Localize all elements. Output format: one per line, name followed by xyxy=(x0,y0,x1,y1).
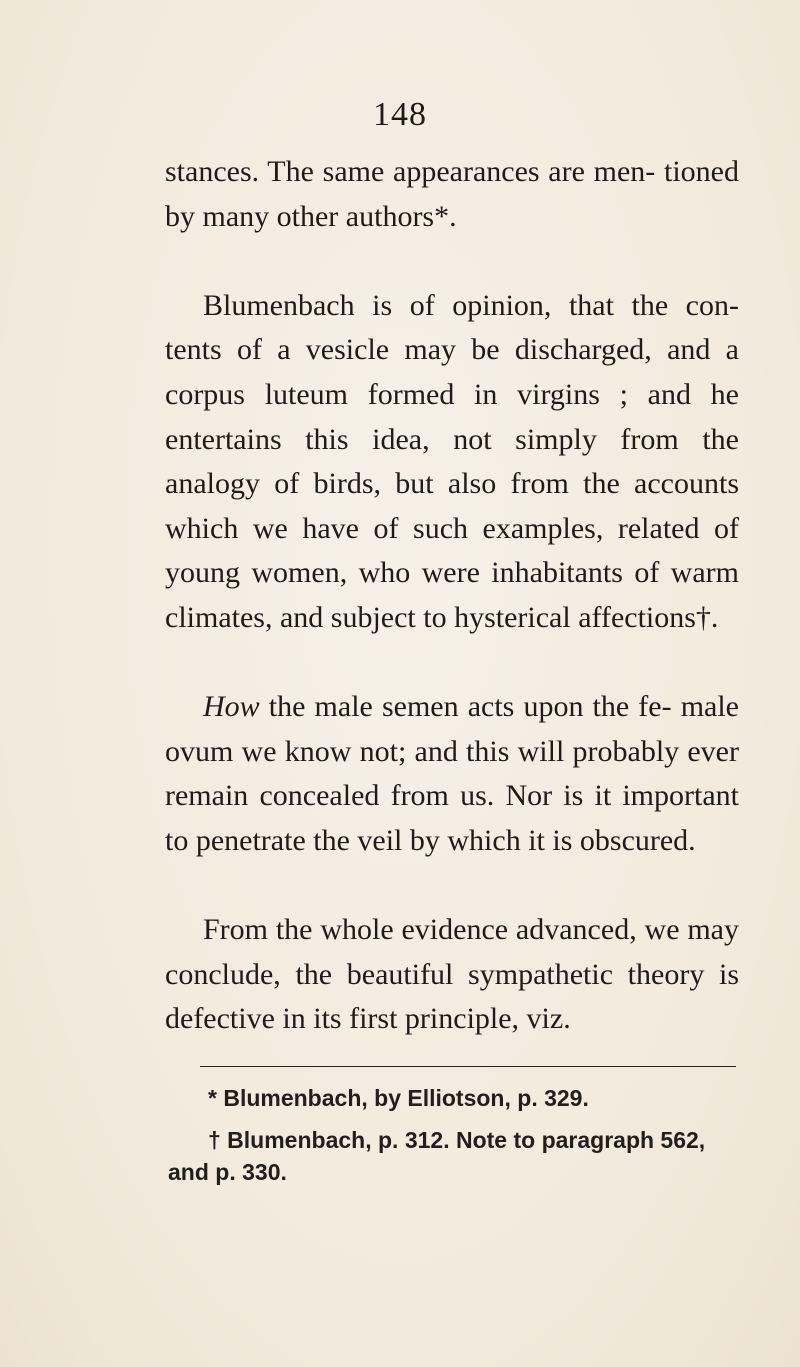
footnote-1: * Blumenbach, by Elliotson, p. 329. xyxy=(208,1085,589,1111)
paragraph-blumenbach: Blumenbach is of opinion, that the con- tents of a vesicle may be discharged, and a corpus luteum formed in virgins ; and he entertains this idea, not simply from the analogy of birds, but also from the accounts which we have of such examples, related of young women, who were inhabitants of warm climates, and subject to hysterical affections†. xyxy=(165,288,739,634)
footnote-2: † Blumenbach, p. 312. Note to paragraph 562, and p. 330. xyxy=(168,1127,706,1185)
emphasized-word: How xyxy=(203,690,260,724)
paragraph-how xyxy=(165,685,739,863)
paragraph-how-text: the male semen acts upon the fe- male ovum we know not; and this will probably ever remain concealed from us. Nor is it important to penetrate the veil by which it is obscured. xyxy=(165,690,739,857)
paragraph-conclusion: From the whole evidence advanced, we may conclude, the beautiful sympathetic theory is defective in its first principle, viz. xyxy=(165,913,739,1036)
body-text xyxy=(165,150,739,1042)
page-number: 148 xyxy=(373,96,427,133)
paragraph-continuation: stances. The same appearances are men- tioned by many other authors*. xyxy=(165,155,739,233)
footnotes xyxy=(168,1082,738,1188)
footnote-divider xyxy=(200,1066,736,1067)
